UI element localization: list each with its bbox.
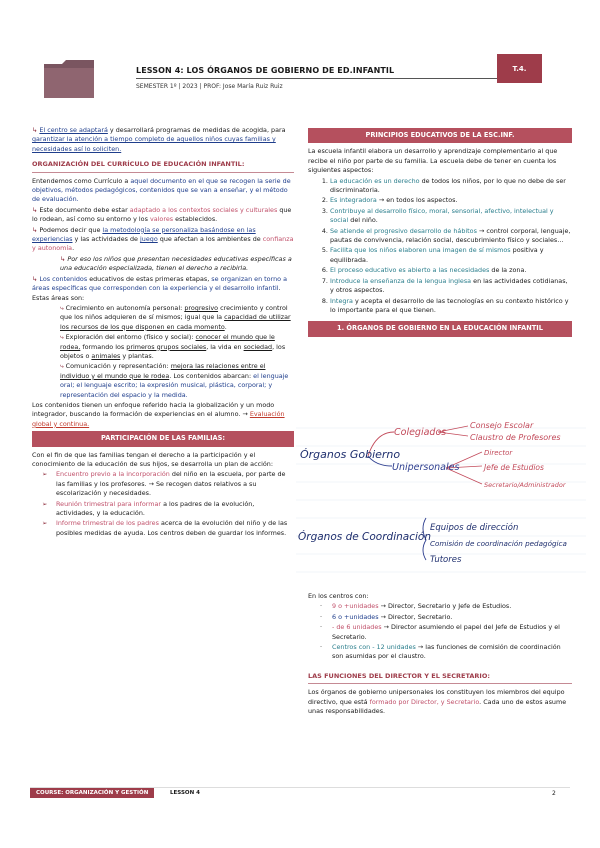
handwritten-diagram xyxy=(296,418,586,578)
list-item: 2. Es integradora → en todos los aspectos. xyxy=(330,196,572,205)
hand-secretario: Secretario/Administrador xyxy=(484,481,566,489)
page-subtitle: SEMESTER 1º | 2023 | PROF: Jose María Ruiz Ruiz xyxy=(136,83,283,90)
list-item: ➢ Reunión trimestral para informar a los padres de la evolución, actividades, y la educación. xyxy=(42,499,255,518)
paragraph-contextos: ↳ Este documento debe estar adaptado a los contextos sociales y culturales que lo rodean, así como su entorno y los valores establecidos. xyxy=(32,205,292,224)
area-autonomia: ⤷ Crecimiento en autonomía personal: progresivo crecimiento y control que los niños adquieren de sí mismos; igual que la capacidad de utilizar los recursos de los que disponen en cada momento. xyxy=(60,303,291,331)
list-item: 7. Introduce la enseñanza de la lengua inglesa en las actividades cotidianas, y otros aspectos. xyxy=(330,277,572,296)
section-bar-principios: PRINCIPIOS EDUCATIVOS DE LA ESC.INF. xyxy=(308,128,572,143)
centros-list xyxy=(308,602,572,661)
paragraph-principios-intro: La escuela infantil elabora un desarrollo y aprendizaje complementario al que recibe el niño por parte de su familia. La escuela debe de tener en cuenta los siguientes aspectos: xyxy=(308,147,558,175)
list-item: ➢ Informe trimestral de los padres acerca de la evolución del niño y de las posibles medidas de ayuda. Los centros deben de guardar los informes. xyxy=(42,519,288,537)
hand-tutores: Tutores xyxy=(430,555,462,565)
list-item: ➢ Encuentro previo a la incorporación del niño en la escuela, por parte de las familias y los profesores. → Se recogen datos relativos a su escolarización y necesidades. xyxy=(42,470,286,498)
list-item: · 6 o +unidades → Director, Secretario. xyxy=(320,613,572,622)
section-heading-curriculo: ORGANIZACIÓN DEL CURRÍCULO DE EDUCACIÓN INFANTIL: xyxy=(32,160,294,172)
hand-director: Director xyxy=(484,449,513,457)
paragraph-contenidos: ↳ Los contenidos educativos de estas primeras etapas, se organizan en torno a áreas específicas que corresponden con la experiencia y el desarrollo infantil. Estas áreas son: xyxy=(32,274,288,302)
list-item: · 9 o +unidades → Director, Secretario y Jefe de Estudios. xyxy=(320,602,572,611)
page-title: LESSON 4: LOS ÓRGANOS DE GOBIERNO DE ED.INFANTIL xyxy=(136,66,395,75)
page-number: 2 xyxy=(552,790,556,797)
paragraph-familias: Con el fin de que las familias tengan el derecho a la participación y el conocimiento de la educación de sus hijos, se desarrolla un plan de acción: xyxy=(32,450,274,468)
paragraph-curriculo: Entendemos como Currículo a aquel documento en el que se recogen la serie de objetivos, métodos pedagógicos, contenidos que se van a enseñar, y el método de evaluación. xyxy=(32,176,291,204)
list-item: 4. Se atiende el progresivo desarrollo de hábitos → control corporal, lenguaje, pautas de convivencia, relación social, descubrimiento físico y sociales… xyxy=(330,227,572,246)
hand-claustro: Claustro de Profesores xyxy=(470,433,561,442)
area-comunicacion: ⤷ Comunicación y representación: mejora las relaciones entre el individuo y el mundo que le rodea. Los contenidos abarcan: el lenguaje oral; el lenguaje escrito; la expresión musical, plástica, corporal; y representación del espacio y la medida. xyxy=(60,362,289,399)
paragraph-necesidades: ↳ Por eso los niños que presentan necesidades educativas específicas a una educación especializada, tienen el derecho a recibirla. xyxy=(60,254,292,273)
paragraph-globalizacion: Los contenidos tienen un enfoque referido hacia la globalización y un modo integrador, buscando la formación de experiencias en el alumno. → Evaluación global y continua. xyxy=(32,400,285,428)
list-item: 6. El proceso educativo es abierto a las necesidades de la zona. xyxy=(330,266,572,275)
list-item: 8. Integra y acepta el desarrollo de las tecnologías en su contexto histórico y lo importante para el que tienen. xyxy=(330,297,572,316)
hand-comision: Comisión de coordinación pedagógica xyxy=(430,539,567,548)
paragraph-acogida: ↳ El centro se adaptará y desarrollará programas de medidas de acogida, para garantizar la atención a tiempo completo de aquellos niños cuyas familias y necesidades así lo soliciten. xyxy=(32,126,286,153)
paragraph-funciones: Los órganos de gobierno unipersonales los constituyen los miembros del equipo directivo, que está formado por Director, y Secretario. Cada uno de estos asume unas responsabilidades. xyxy=(308,688,567,716)
topic-tag: T.4. xyxy=(497,54,542,83)
list-item: 5. Facilita que los niños elaboren una imagen de sí mismos positiva y equilibrada. xyxy=(330,246,572,265)
familias-list xyxy=(32,470,294,538)
hand-organos-gobierno: Órganos Gobierno xyxy=(300,448,401,461)
list-item: 1. La educación es un derecho de todos los niños, por lo que no debe de ser discriminatoria. xyxy=(330,177,572,196)
area-entorno: ⤷ Exploración del entorno (físico y social): conocer el mundo que le rodea, formando los primeros grupos sociales, la vida en sociedad, los objetos o animales y plantas. xyxy=(60,333,286,360)
left-column xyxy=(32,126,294,539)
hand-jefe: Jefe de Estudios xyxy=(484,463,544,472)
list-item: · Centros con - 12 unidades → las funciones de comisión de coordinación son asumidas por el claustro. xyxy=(320,643,572,662)
paragraph-metodologia: ↳ Podemos decir que la metodología se personaliza basándose en las experiencias y las actividades de juego que afectan a los ambientes de confianza y autonomía. xyxy=(32,225,294,253)
footer-lesson: LESSON 4 xyxy=(170,790,200,796)
right-column-lower xyxy=(308,592,572,717)
centros-title: En los centros con: xyxy=(308,592,369,600)
right-column xyxy=(308,126,572,341)
hand-organos-coordinacion: Órganos de Coordinación xyxy=(298,531,431,543)
hand-equipos: Equipos de dirección xyxy=(430,523,519,533)
folder-icon xyxy=(44,60,94,98)
list-item: · - de 6 unidades → Director asumiendo el papel del Jefe de Estudios y el Secretario. xyxy=(320,623,572,642)
header-divider xyxy=(136,78,542,79)
principios-list xyxy=(308,177,572,316)
list-item: 3. Contribuye al desarrollo físico, moral, sensorial, afectivo, intelectual y social del niño. xyxy=(330,207,572,226)
hand-unipersonales: Unipersonales xyxy=(392,462,460,473)
hand-colegiados: Colegiados xyxy=(394,427,447,438)
section-bar-familias: PARTICIPACIÓN DE LAS FAMILIAS: xyxy=(32,431,294,446)
section-bar-organos: 1. ÓRGANOS DE GOBIERNO EN LA EDUCACIÓN INFANTIL xyxy=(308,321,572,336)
hand-consejo: Consejo Escolar xyxy=(470,421,534,430)
section-heading-funciones: LAS FUNCIONES DEL DIRECTOR Y EL SECRETARIO: xyxy=(308,672,572,684)
footer-course: COURSE: ORGANIZACIÓN Y GESTIÓN xyxy=(30,788,154,798)
